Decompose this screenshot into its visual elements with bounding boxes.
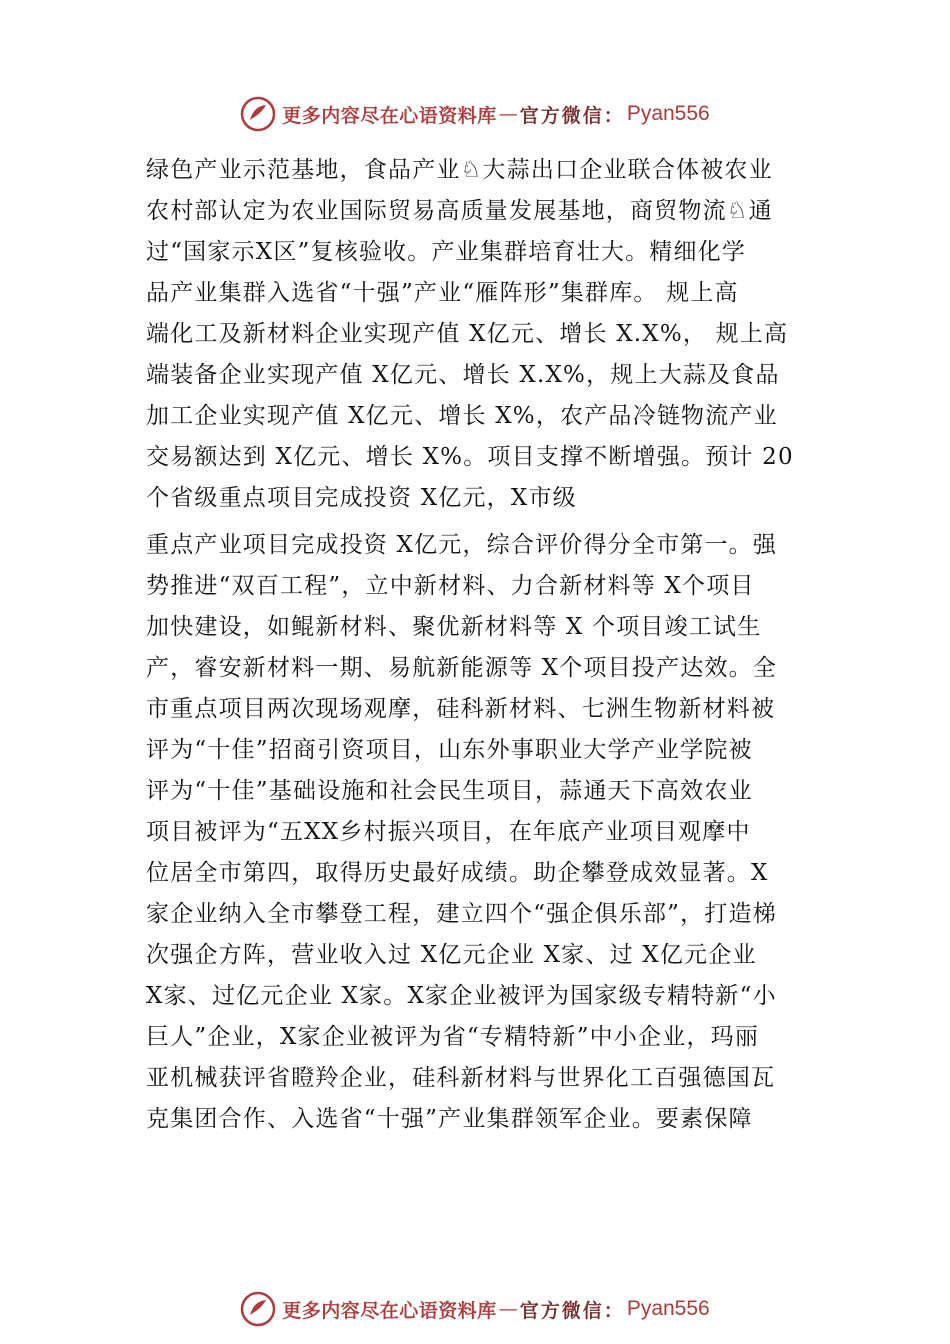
footer-banner	[0, 1289, 950, 1329]
header-banner	[0, 94, 950, 134]
body-line: 项目被评为“五XX乡村振兴项目，在年底产业项目观摩中	[146, 819, 751, 845]
body-line: 评为“十佳”招商引资项目，山东外事职业大学产业学院被	[146, 737, 753, 763]
body-line: 端化工及新材料企业实现产值 X亿元、增长 X.X%， 规上高	[146, 321, 789, 347]
document-body	[146, 150, 826, 1140]
body-line: 家企业纳入全市攀登工程，建立四个“强企俱乐部”，打造梯	[146, 901, 777, 927]
header-wechat-label: 官方微信：	[519, 104, 625, 127]
footer-wechat-label: 官方微信：	[519, 1299, 625, 1322]
body-line: 产，睿安新材料一期、易航新能源等 X个项目投产达效。全	[146, 655, 778, 681]
header-brand: 更多内容尽在心语资料库	[282, 104, 497, 127]
body-line: 位居全市第四，取得历史最好成绩。助企攀登成效显著。X	[146, 860, 769, 886]
body-line: 加快建设，如鲲新材料、聚优新材料等 X 个项目竣工试生	[146, 614, 762, 640]
body-line: 重点产业项目完成投资 X亿元，综合评价得分全市第一。强	[146, 532, 778, 558]
brand-logo-icon	[240, 96, 276, 132]
body-line: 品产业集群入选省“十强”产业“雁阵形”集群库。 规上高	[146, 280, 739, 306]
body-line: 加工企业实现产值 X亿元、增长 X%，农产品冷链物流产业	[146, 403, 778, 429]
body-line: 市重点项目两次现场观摩，硅科新材料、七洲生物新材料被	[146, 696, 776, 722]
body-line: 过“国家示Ⅹ区”复核验收。产业集群培育壮大。精细化学	[146, 239, 747, 265]
body-line: 次强企方阵，营业收入过 X亿元企业 X家、过 X亿元企业	[146, 942, 757, 968]
body-line: 势推进“双百工程”，立中新材料、力合新材料等 X个项目	[146, 573, 755, 599]
footer-dash: —	[498, 1298, 518, 1320]
footer-wechat-id: Pyan556	[626, 1297, 710, 1320]
brand-logo-icon	[240, 1291, 276, 1327]
body-line: 巨人”企业，X家企业被评为省“专精特新”中小企业，玛丽	[146, 1024, 760, 1050]
footer-brand: 更多内容尽在心语资料库	[282, 1299, 497, 1322]
body-line: 交易额达到 X亿元、增长 X%。项目支撑不断增强。预计 20	[146, 444, 794, 470]
body-line: 个省级重点项目完成投资 X亿元，X市级	[146, 485, 577, 511]
body-line: 农村部认定为农业国际贸易高质量发展基地，商贸物流♘通	[146, 198, 773, 224]
body-line: 亚机械获评省瞪羚企业，硅科新材料与世界化工百强德国瓦	[146, 1065, 776, 1091]
body-line: 端装备企业实现产值 X亿元、增长 X.X%，规上大蒜及食品	[146, 362, 780, 388]
header-wechat-id: Pyan556	[626, 102, 710, 125]
body-line: X家、过亿元企业 X家。X家企业被评为国家级专精特新“小	[146, 983, 777, 1009]
body-line: 评为“十佳”基础设施和社会民生项目，蒜通天下高效农业	[146, 778, 753, 804]
body-line: 克集团合作、入选省“十强”产业集群领军企业。要素保障	[146, 1106, 753, 1132]
header-dash: —	[498, 103, 518, 125]
body-line: 绿色产业示范基地，食品产业♘大蒜出口企业联合体被农业	[146, 157, 773, 183]
